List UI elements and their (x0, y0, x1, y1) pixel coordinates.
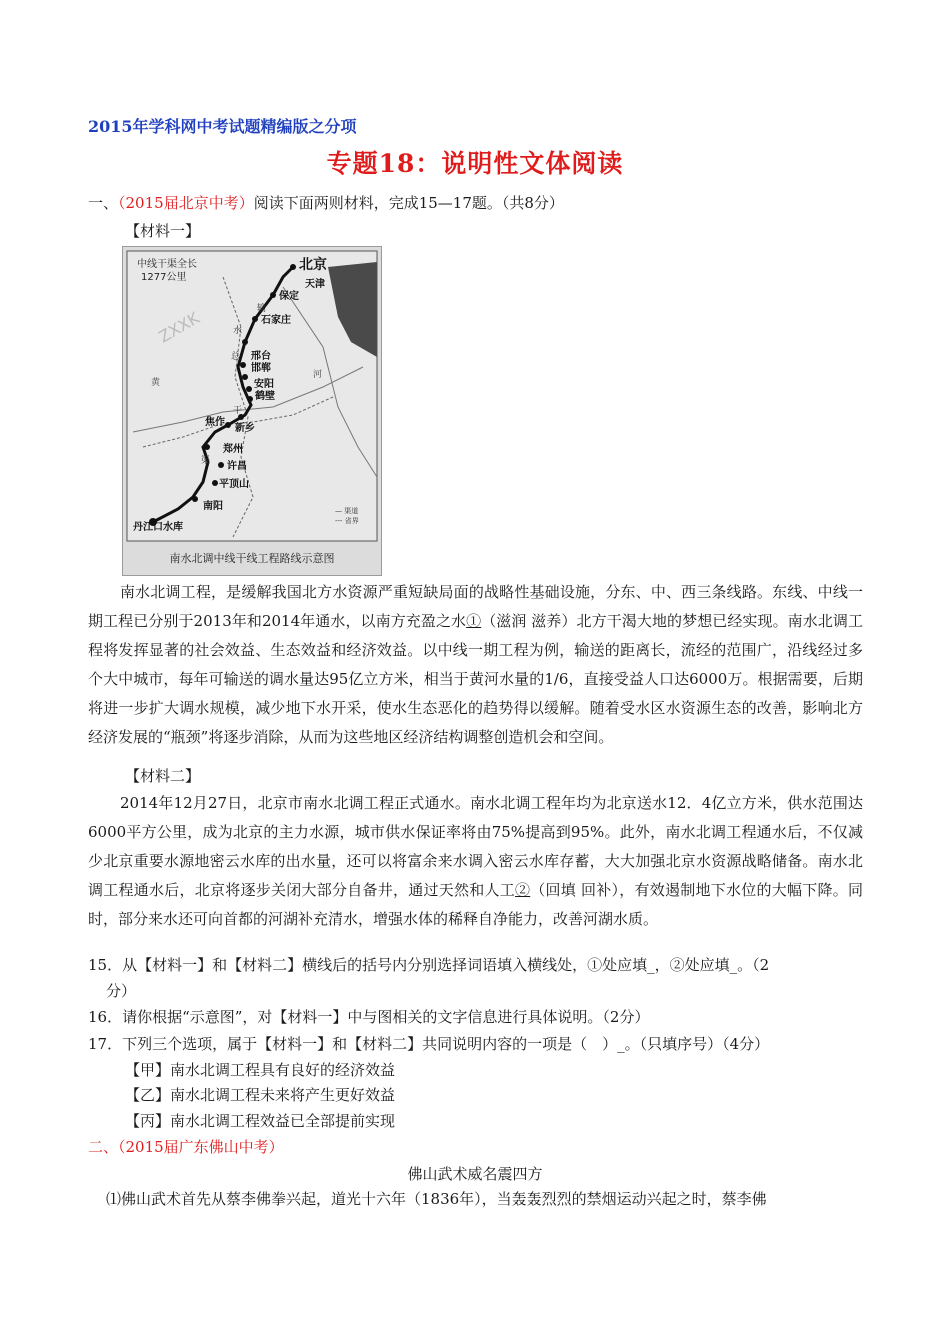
material-one-text: 南水北调工程，是缓解我国北方水资源严重短缺局面的战略性基础设施，分东、中、西三条线路。东线、中线一期工程已分别于2013年和2014年通水，以南方充盈之水①（滋润 滋养）北方干渴大地的梦想已经实现。南水北调工程将发挥显著的社会效益、生态效益和经济效益。以中线一期工程为例，输送的距离长，流经的范围广，沿线经过多个大中城市，每年可输送的调水量达95亿立方米，相当于黄河水量的1/6，直接受益人口达6000万。根据需要，后期将进一步扩大调水规模，减少地下水开采，使水生态恶化的趋势得以缓解。随着受水区水资源生态的改善，影响北方经济发展的“瓶颈”将逐步消除，从而为这些地区经济结构调整创造机会和空间。 (88, 583, 863, 746)
route-char: 水 (233, 326, 243, 336)
map-caption: 南水北调中线干线工程路线示意图 (169, 552, 335, 565)
city-label: 焦作 (205, 417, 225, 428)
river-label: 河 (313, 370, 323, 380)
question-17: 17．下列三个选项，属于【材料一】和【材料二】共同说明内容的一项是（ ）_。（只填序号）（4分） (88, 1035, 770, 1053)
river-label: 黄 (151, 378, 161, 388)
route-char: 渠 (201, 456, 211, 466)
series-header: 2015年学科网中考试题精编版之分项 (88, 117, 357, 136)
question-one-prefix: 一、 (88, 194, 119, 212)
route-map-figure (122, 246, 382, 576)
route-char: 输 (257, 304, 267, 314)
map-legend-line1: 中线干渠全长 (137, 259, 197, 270)
city-label: 邯郸 (251, 363, 271, 374)
page-title: 专题18：说明性文体阅读 (326, 149, 624, 178)
question-one-instruction: 阅读下面两则材料，完成15—17题。（共8分） (253, 194, 564, 212)
option-yi: 【乙】南水北调工程未来将产生更好效益 (125, 1086, 396, 1104)
blank-two: ② (514, 881, 531, 899)
city-label: 保定 (279, 291, 299, 302)
option-jia: 【甲】南水北调工程具有良好的经济效益 (125, 1061, 396, 1079)
city-label: 石家庄 (261, 315, 291, 326)
city-label: 郑州 (223, 444, 243, 455)
question-16: 16．请你根据“示意图”，对【材料一】中与图相关的文字信息进行具体说明。（2分） (88, 1008, 650, 1026)
city-label: 鹤壁 (255, 391, 275, 402)
map-legend-item: --- 省界 (335, 517, 359, 525)
blank-one: ① (466, 612, 482, 630)
city-label: 北京 (299, 257, 327, 273)
material-two-label: 【材料二】 (125, 767, 201, 785)
city-label: 安阳 (254, 379, 274, 390)
city-label: 许昌 (227, 461, 247, 472)
city-label: 邢台 (251, 351, 271, 362)
route-char: 总 (231, 352, 241, 362)
article-title: 佛山武术威名震四方 (407, 1165, 543, 1183)
material-two-text: 2014年12月27日，北京市南水北调工程正式通水。南水北调工程年均为北京送水12．4亿立方米，供水范围达6000平方公里，成为北京的主力水源，城市供水保证率将由75%提高到95%。此外，南水北调工程通水后，不仅减少北京重要水源地密云水库的出水量，还可以将富余来水调入密云水库存蓄，大大加强北京水资源战略储备。南水北调工程通水后，北京将逐步关闭大部分自备井，通过天然和人工②（回填 回补），有效遏制地下水位的大幅下降。同时，部分来水还可向首都的河湖补充清水，增强水体的稀释自净能力，改善河湖水质。 (88, 794, 863, 928)
route-char: 干 (233, 406, 243, 416)
city-label: 南阳 (203, 501, 223, 512)
city-label: 丹江口水库 (133, 522, 183, 533)
city-label: 平顶山 (219, 479, 249, 490)
watermark: ZXXK (155, 308, 203, 347)
question-15: 15．从【材料一】和【材料二】横线后的括号内分别选择词语填入横线处，①处应填_，②处应填_。（2 (88, 956, 770, 974)
article-paragraph-1: ⑴佛山武术首先从蔡李佛拳兴起，道光十六年（1836年），当轰轰烈烈的禁烟运动兴起之时，蔡李佛 (106, 1190, 767, 1208)
map-legend-item: — 渠道 (335, 507, 359, 515)
question-one-heading (88, 192, 564, 213)
city-label: 新乡 (235, 423, 255, 434)
option-bing: 【丙】南水北调工程效益已全部提前实现 (125, 1112, 396, 1130)
city-label: 天津 (305, 279, 325, 290)
map-legend-line2: 1277公里 (141, 272, 187, 283)
question-15-cont: 分） (106, 982, 137, 1000)
route-map-svg (123, 247, 381, 575)
question-one-source: （2015届北京中考） (118, 194, 254, 212)
section-two-heading: 二、（2015届广东佛山中考） (88, 1138, 284, 1156)
material-one-label: 【材料一】 (125, 222, 201, 240)
